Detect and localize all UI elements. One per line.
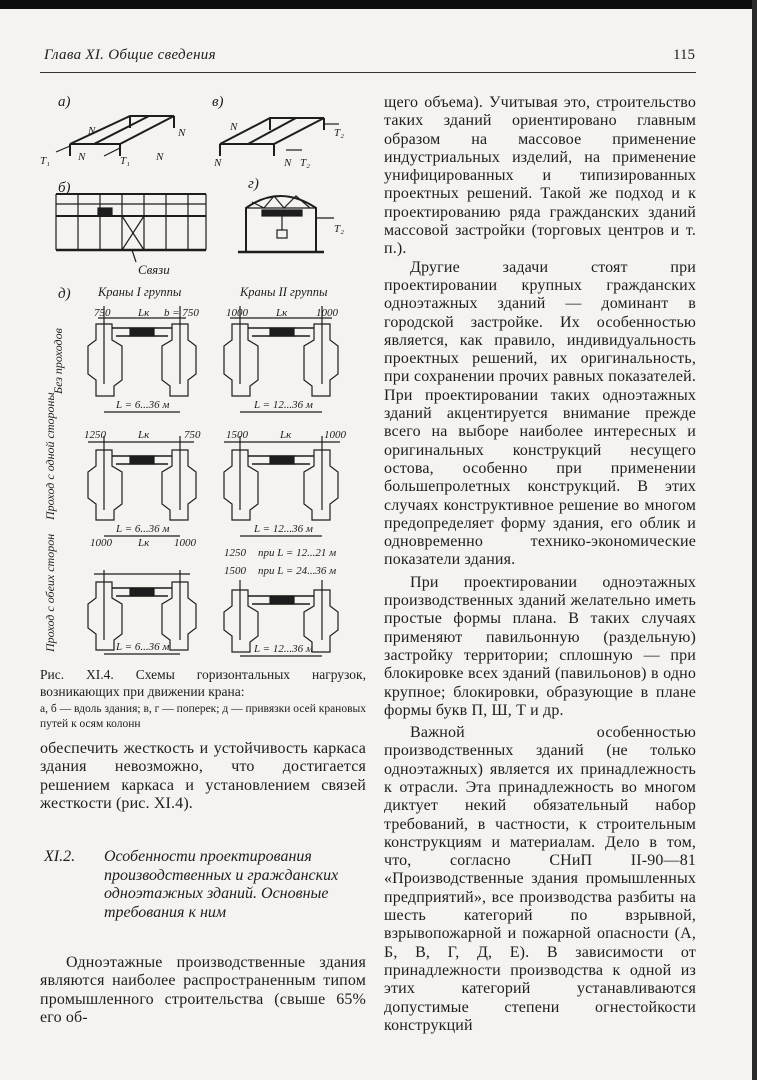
scheme-a (70, 116, 174, 156)
label-T1-mid: T₁ (120, 155, 130, 167)
dim-Lk-r3c1: Lк (138, 537, 150, 549)
label-T2-g: T₂ (334, 223, 344, 235)
dim-Lk-r2c2: Lк (280, 429, 292, 441)
figure-crane-loads (34, 84, 372, 660)
right-paragraph-4: Важной особенностью производственных зданий (не только одноэтажных) является их принадлежность к отрасли. Эта принадлежность во многом диктует некий обязательный набор требований, в частности, к строительным конструкциям и материалам. Дело в том, что, согласно СНиП II-90—81 «Производственные здания промышленных предприятий», все производства разбиты на шесть категорий по взрывной, взрывопожарной и пожарной опасности (А, Б, В, Г, Д, Е). В зависимости от принадлежности производства к одной из этих категорий устанавливаются допустимые степени огнестойкости конструкций (384, 724, 696, 1034)
section-number: XI.2. (44, 848, 76, 865)
dim-1500-r2: 1500 (226, 429, 248, 441)
dim-Lk-r1c1: Lк (138, 307, 150, 319)
span-r2c1: L = 6...36 м (116, 523, 170, 535)
label-N-v1: N (230, 121, 238, 133)
label-N-a1: N (88, 125, 96, 137)
dim-1250-note: 1250 (224, 547, 246, 559)
caption-legend: а, б — вдоль здания; в, г — поперек; д — привязки осей крановых путей к осям колонн (40, 703, 366, 730)
right-paragraph-2: Другие задачи стоят при проектировании крупных гражданских одноэтажных зданий — доминант в городской застройке. Их особенностью является, как правило, индивидуальность проектных решений, их оригинальность, при сохранении прочих равных показателей. При проектировании таких одноэтажных зданий акцентируется внимание прежде всего на выборе наиболее интересных и оригинальных конструкций несущего остова, особенно при применении большепролетных конструкций. В этих случаях конструктивное решение во многом предопределяет форму здания, его облик и одновременно технико-экономические показатели здания. (384, 258, 696, 569)
dim-Lk-r2c1: Lк (138, 429, 150, 441)
dim-750-r2: 750 (184, 429, 201, 441)
dim-1000-r3-left: 1000 (90, 537, 112, 549)
dim-1500-note: 1500 (224, 565, 246, 577)
label-N-a2: N (178, 127, 186, 139)
dim-1000-r1-right: 1000 (316, 307, 338, 319)
dim-750-r1: 750 (94, 307, 111, 319)
dim-1000-r1-left: 1000 (226, 307, 248, 319)
right-paragraph-3: При проектировании одноэтажных производственных зданий желательно иметь простые формы плана. В таких случаях применяют павильонную (раздельную) застройку территории; сплошную — при блокировке всех зданий (павильонов) в одно крупное; блокировки, образующие в плане формы букв П, Ш, Т и др. (384, 573, 696, 719)
section-heading (44, 848, 374, 921)
section-row-2 (88, 436, 340, 536)
row-label-passage-both: Проход с обеих сторон (43, 533, 57, 652)
label-N-v3: N (284, 157, 292, 169)
panel-label-d: д) (58, 286, 71, 302)
section-r2-c2 (224, 436, 340, 536)
note-span-24-36: при L = 24...36 м (258, 565, 337, 577)
label-N-a4: N (156, 151, 164, 163)
dim-1000-r2: 1000 (324, 429, 346, 441)
section-row-1 (88, 306, 338, 412)
span-r3c2: L = 12...36 м (254, 643, 313, 655)
scheme-b-frame (56, 194, 206, 262)
label-N-a3: N (78, 151, 86, 163)
span-r1c2: L = 12...36 м (254, 399, 313, 411)
section-title: Особенности проектирования производственных и гражданских одноэтажных зданий. Основные требования к ним (104, 848, 339, 921)
scan-right-edge (752, 0, 757, 1080)
figure-caption (40, 666, 366, 732)
dim-b750-r1: b = 750 (164, 307, 199, 319)
panel-label-g: г) (248, 176, 259, 192)
right-column (384, 94, 696, 1035)
span-r3c1: L = 6...36 м (116, 641, 170, 653)
left-paragraph-1: обеспечить жесткость и устойчивость каркаса здания невозможно, что достигается решением каркаса и установлением связей жесткости (рис. XI.4). (40, 740, 366, 812)
label-sviazi: Связи (138, 262, 170, 277)
label-N-v2: N (214, 157, 222, 169)
span-r1c1: L = 6...36 м (116, 399, 170, 411)
dim-1000-r3-right: 1000 (174, 537, 196, 549)
row-label-passage-one: Проход с одной стороны (43, 392, 57, 520)
left-paragraph-2: Одноэтажные производственные здания являются наиболее распространенным типом промышленного строительства (свыше 65% его об- (40, 954, 366, 1026)
section-r1-c1 (88, 306, 196, 412)
section-r1-c2 (224, 306, 338, 412)
row-label-no-passage: Без проходов (51, 328, 65, 394)
caption-title: Рис. XI.4. Схемы горизонтальных нагрузок, возникающих при движении крана: (40, 667, 366, 699)
label-T1-left: T₁ (40, 155, 50, 167)
column-title-group-1: Краны I группы (98, 285, 182, 299)
running-header: Глава XI. Общие сведения (44, 47, 216, 63)
panel-label-b: б) (58, 180, 71, 196)
column-title-group-2: Краны II группы (240, 285, 328, 299)
span-r2c2: L = 12...36 м (254, 523, 313, 535)
label-T2-bottom: T₂ (300, 157, 310, 169)
panel-label-v: в) (212, 94, 224, 110)
section-r2-c1 (88, 436, 196, 536)
scheme-g-frame (238, 196, 334, 252)
label-T2-right: T₂ (334, 127, 344, 139)
header-rule (40, 72, 696, 73)
scan-top-edge (0, 0, 757, 9)
note-span-12-21: при L = 12...21 м (258, 547, 337, 559)
page-number: 115 (673, 47, 695, 63)
right-paragraph-1: щего объема). Учитывая это, строительство таких зданий ориентировано главным образом на массовое применение индустриальных изделий, на применение унифицированных и типизированных проектных решений. Такой же подход и к проектированию ряда гражданских зданий массовой застройки (торговых центров и т. п.). (384, 94, 696, 258)
dim-Lk-r1c2: Lк (276, 307, 288, 319)
panel-label-a: а) (58, 94, 71, 110)
dim-1250-r2: 1250 (84, 429, 106, 441)
